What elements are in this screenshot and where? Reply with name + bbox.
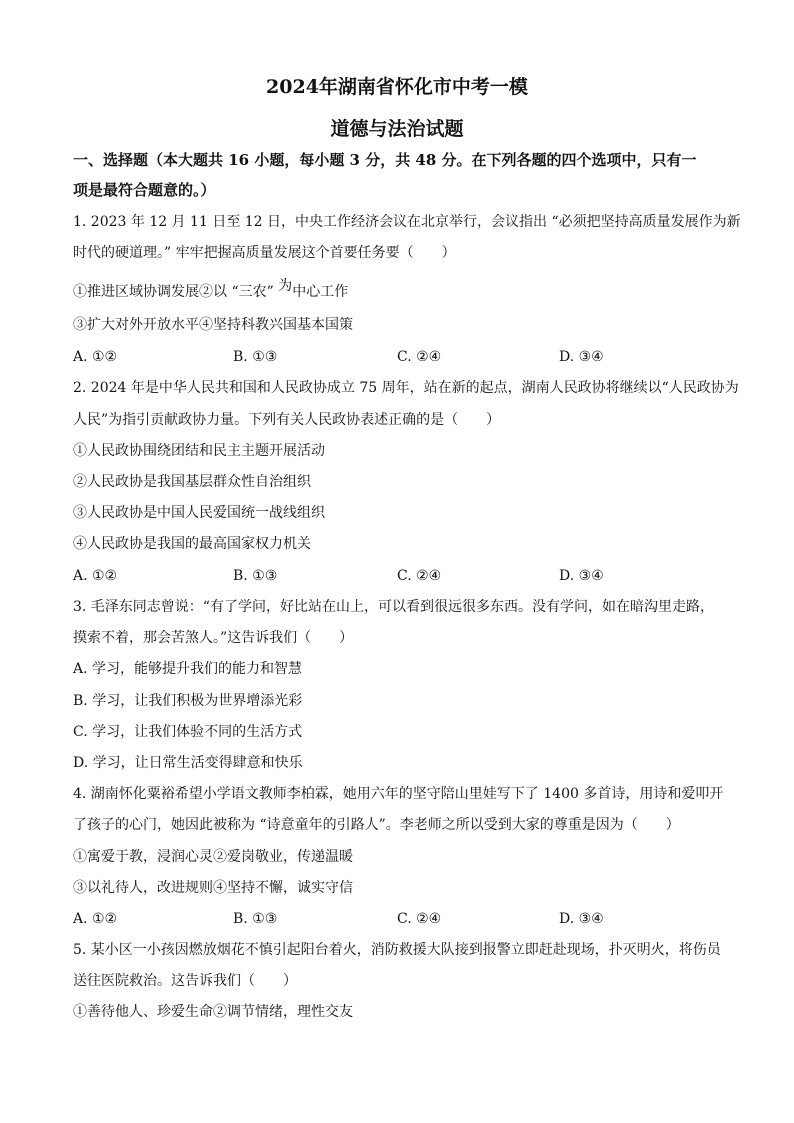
q3-option-d[interactable]: D. 学习，让日常生活变得肆意和快乐	[73, 755, 303, 771]
q2-stem-line1: 2. 2024 年是中华人民共和国和人民政协成立 75 周年，站在新的起点，湖南人民政协将继续以“人民政协为	[73, 380, 739, 396]
q3-option-a[interactable]: A. 学习，能够提升我们的能力和智慧	[73, 661, 303, 677]
q3-stem-line1: 3. 毛泽东同志曾说：“有了学问，好比站在山上，可以看到很远很多东西。没有学问，如在暗沟里走路，	[73, 599, 714, 615]
q5-stem-line1: 5. 某小区一小孩因燃放烟花不慎引起阳台着火，消防救援大队接到报警立即赶赴现场，扑灭明火，将伤员	[73, 942, 721, 958]
q3-stem-line2: 摸索不着，那会苦煞人。”这告诉我们（ ）	[73, 630, 354, 646]
q1-statement-2: ③扩大对外开放水平④坚持科教兴国基本国策	[73, 317, 353, 333]
q4-stem-line2: 了孩子的心门，她因此被称为 “诗意童年的引路人”。李老师之所以受到大家的尊重是因为（ ）	[73, 817, 680, 833]
q1-option-b[interactable]: B. ①③	[233, 349, 278, 365]
q1-statement-1	[73, 278, 349, 302]
q4-option-c[interactable]: C. ②④	[397, 911, 442, 927]
q2-option-b[interactable]: B. ①③	[233, 568, 278, 584]
q3-option-b[interactable]: B. 学习，让我们积极为世界增添光彩	[73, 693, 303, 709]
q2-statement-2: ②人民政协是我国基层群众性自治组织	[73, 474, 311, 490]
q5-stem-line2: 送往医院救治。这告诉我们（ ）	[73, 973, 297, 989]
q4-statement-2: ③以礼待人，改进规则④坚持不懈，诚实守信	[73, 880, 353, 896]
q4-option-d[interactable]: D. ③④	[559, 911, 604, 927]
q2-statement-1: ①人民政协围绕团结和民主主题开展活动	[73, 443, 325, 459]
q5-statement-1: ①善待他人、珍爱生命②调节情绪，理性交友	[73, 1004, 353, 1020]
q4-statement-1: ①寓爱于教，浸润心灵②爱岗敬业，传递温暖	[73, 849, 353, 865]
q1-option-c[interactable]: C. ②④	[397, 349, 442, 365]
q1-option-a[interactable]: A. ①②	[73, 349, 118, 365]
q1-stem-line2: 时代的硬道理。” 牢牢把握高质量发展这个首要任务要（ ）	[73, 245, 456, 261]
q1-option-d[interactable]: D. ③④	[559, 349, 604, 365]
section-instruction-line2: 项是最符合题意的。）	[73, 181, 216, 199]
page-title: 2024年湖南省怀化市中考一模	[266, 76, 528, 98]
page-subtitle: 道德与法治试题	[330, 118, 464, 140]
section-instruction-line1: 一、选择题（本大题共 16 小题，每小题 3 分，共 48 分。在下列各题的四个选项中，只有一	[73, 151, 697, 169]
q2-stem-line2: 人民”为指引贡献政协力量。下列有关人民政协表述正确的是（ ）	[73, 412, 501, 428]
q2-statement-4: ④人民政协是我国的最高国家权力机关	[73, 536, 311, 552]
q1-statement-1c: 中心工作	[292, 284, 349, 300]
q2-option-c[interactable]: C. ②④	[397, 568, 442, 584]
q2-option-d[interactable]: D. ③④	[559, 568, 604, 584]
q4-option-a[interactable]: A. ①②	[73, 911, 118, 927]
q2-statement-3: ③人民政协是中国人民爱国统一战线组织	[73, 505, 325, 521]
q3-option-c[interactable]: C. 学习，让我们体验不同的生活方式	[73, 724, 303, 740]
q1-statement-1b: 为	[278, 278, 293, 294]
q1-stem-line1: 1. 2023 年 12 月 11 日至 12 日，中央工作经济会议在北京举行，会议指出 “必须把坚持高质量发展作为新	[73, 214, 741, 230]
q4-stem-line1: 4. 湖南怀化粟裕希望小学语文教师李柏霖，她用六年的坚守陪山里娃写下了 1400 多首诗，用诗和爱叩开	[73, 786, 724, 802]
q4-option-b[interactable]: B. ①③	[233, 911, 278, 927]
q1-statement-1a: ①推进区域协调发展②以 “三农”	[73, 284, 274, 300]
q2-option-a[interactable]: A. ①②	[73, 568, 118, 584]
